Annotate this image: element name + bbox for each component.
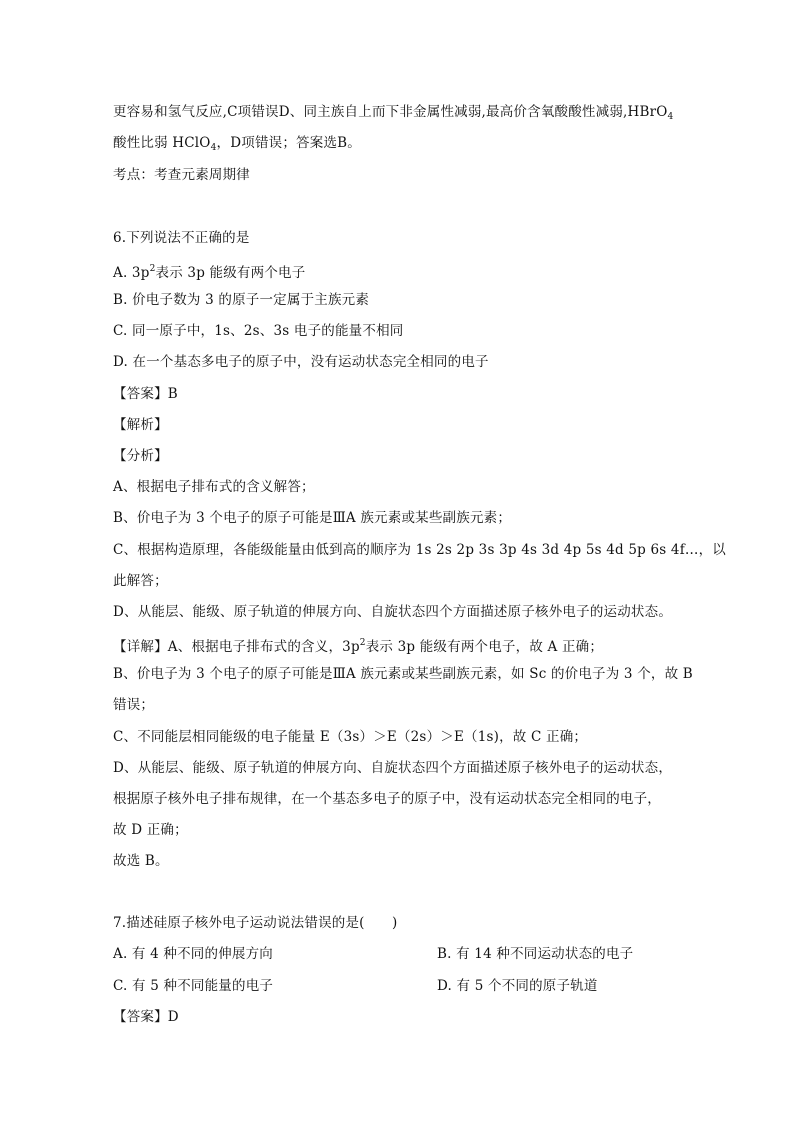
q6-option-d: D. 在一个基态多电子的原子中，没有运动状态完全相同的电子 <box>113 354 489 370</box>
q6-xiangjie-c: C、不同能层相同能级的电子能量 E（3s）＞E（2s）＞E（1s)，故 C 正确； <box>113 729 588 745</box>
prev-line1-text: 更容易和氢气反应,C项错误D、同主族自上而下非金属性减弱,最高价含氧酸酸性减弱,HBrO <box>113 104 668 120</box>
prev-line1-subscript: 4 <box>667 112 674 122</box>
prev-kaodian: 考点：考查元素周期律 <box>113 167 250 183</box>
q6-answer: 【答案】B <box>113 386 178 402</box>
q6-xiangjie-d-line-1: D、从能层、能级、原子轨道的伸展方向、自旋状态四个方面描述原子核外电子的运动状态， <box>113 760 673 776</box>
q6-xiangjie-a-text-a: 【详解】A、根据电子排布式的含义，3p <box>113 639 360 655</box>
q7-options-row-1 <box>113 944 273 964</box>
q6-option-a <box>113 259 305 283</box>
q7-option-a: A. 有 4 种不同的伸展方向 <box>113 946 274 962</box>
q6-fenxi-c-line-2: 此解答； <box>113 573 168 589</box>
q7-options-row-2 <box>113 976 273 996</box>
q7-option-b: B. 有 14 种不同运动状态的电子 <box>437 946 634 962</box>
q6-conclusion: 故选 B。 <box>113 853 169 869</box>
q6-option-a-text-a: A. 3p <box>113 265 150 281</box>
q6-fenxi-b: B、价电子为 3 个电子的原子可能是ⅢA 族元素或某些副族元素； <box>113 510 512 526</box>
q7-answer: 【答案】D <box>113 1009 179 1025</box>
q6-fenxi-a: A、根据电子排布式的含义解答； <box>113 479 315 495</box>
q6-xiangjie-a <box>113 633 603 657</box>
prev-explanation-line-2 <box>113 133 361 158</box>
q6-xiangjie-a-superscript: 2 <box>359 638 366 648</box>
q6-option-b: B. 价电子数为 3 的原子一定属于主族元素 <box>113 292 370 308</box>
prev-explanation-line-1 <box>113 102 673 127</box>
q6-xiangjie-b-line-1: B、价电子为 3 个电子的原子可能是ⅢA 族元素或某些副族元素，如 Sc 的价电子为 3 个，故 B <box>113 666 693 682</box>
q6-fenxi-d: D、从能层、能级、原子轨道的伸展方向、自旋状态四个方面描述原子核外电子的运动状态。 <box>113 604 673 620</box>
q6-option-c: C. 同一原子中，1s、2s、3s 电子的能量不相同 <box>113 323 404 339</box>
q6-option-a-text-b: 表示 3p 能级有两个电子 <box>155 265 306 281</box>
prev-line2-text-b: ，D项错误；答案选B。 <box>216 135 361 151</box>
q7-option-c: C. 有 5 种不同能量的电子 <box>113 978 274 994</box>
q6-jiexi-heading: 【解析】 <box>113 417 168 433</box>
q6-fenxi-heading: 【分析】 <box>113 448 168 464</box>
q6-stem: 6.下列说法不正确的是 <box>113 230 250 246</box>
q6-fenxi-c-line-1: C、根据构造原理，各能级能量由低到高的顺序为 1s 2s 2p 3s 3p 4s 3d 4p 5s 4d 5p 6s 4f…，以 <box>113 542 726 558</box>
q6-xiangjie-a-text-b: 表示 3p 能级有两个电子，故 A 正确； <box>365 639 604 655</box>
q7-stem: 7.描述硅原子核外电子运动说法错误的是( ) <box>113 915 398 931</box>
prev-line2-text-a: 酸性比弱 HClO <box>113 135 211 151</box>
q6-option-a-superscript: 2 <box>149 264 156 274</box>
q7-option-d: D. 有 5 个不同的原子轨道 <box>437 978 598 994</box>
q6-xiangjie-d-line-2: 根据原子核外电子排布规律，在一个基态多电子的原子中，没有运动状态完全相同的电子， <box>113 791 661 807</box>
q6-xiangjie-b-line-2: 错误； <box>113 697 155 713</box>
prev-line2-subscript: 4 <box>210 143 217 153</box>
q6-xiangjie-d-line-3: 故 D 正确； <box>113 822 188 838</box>
